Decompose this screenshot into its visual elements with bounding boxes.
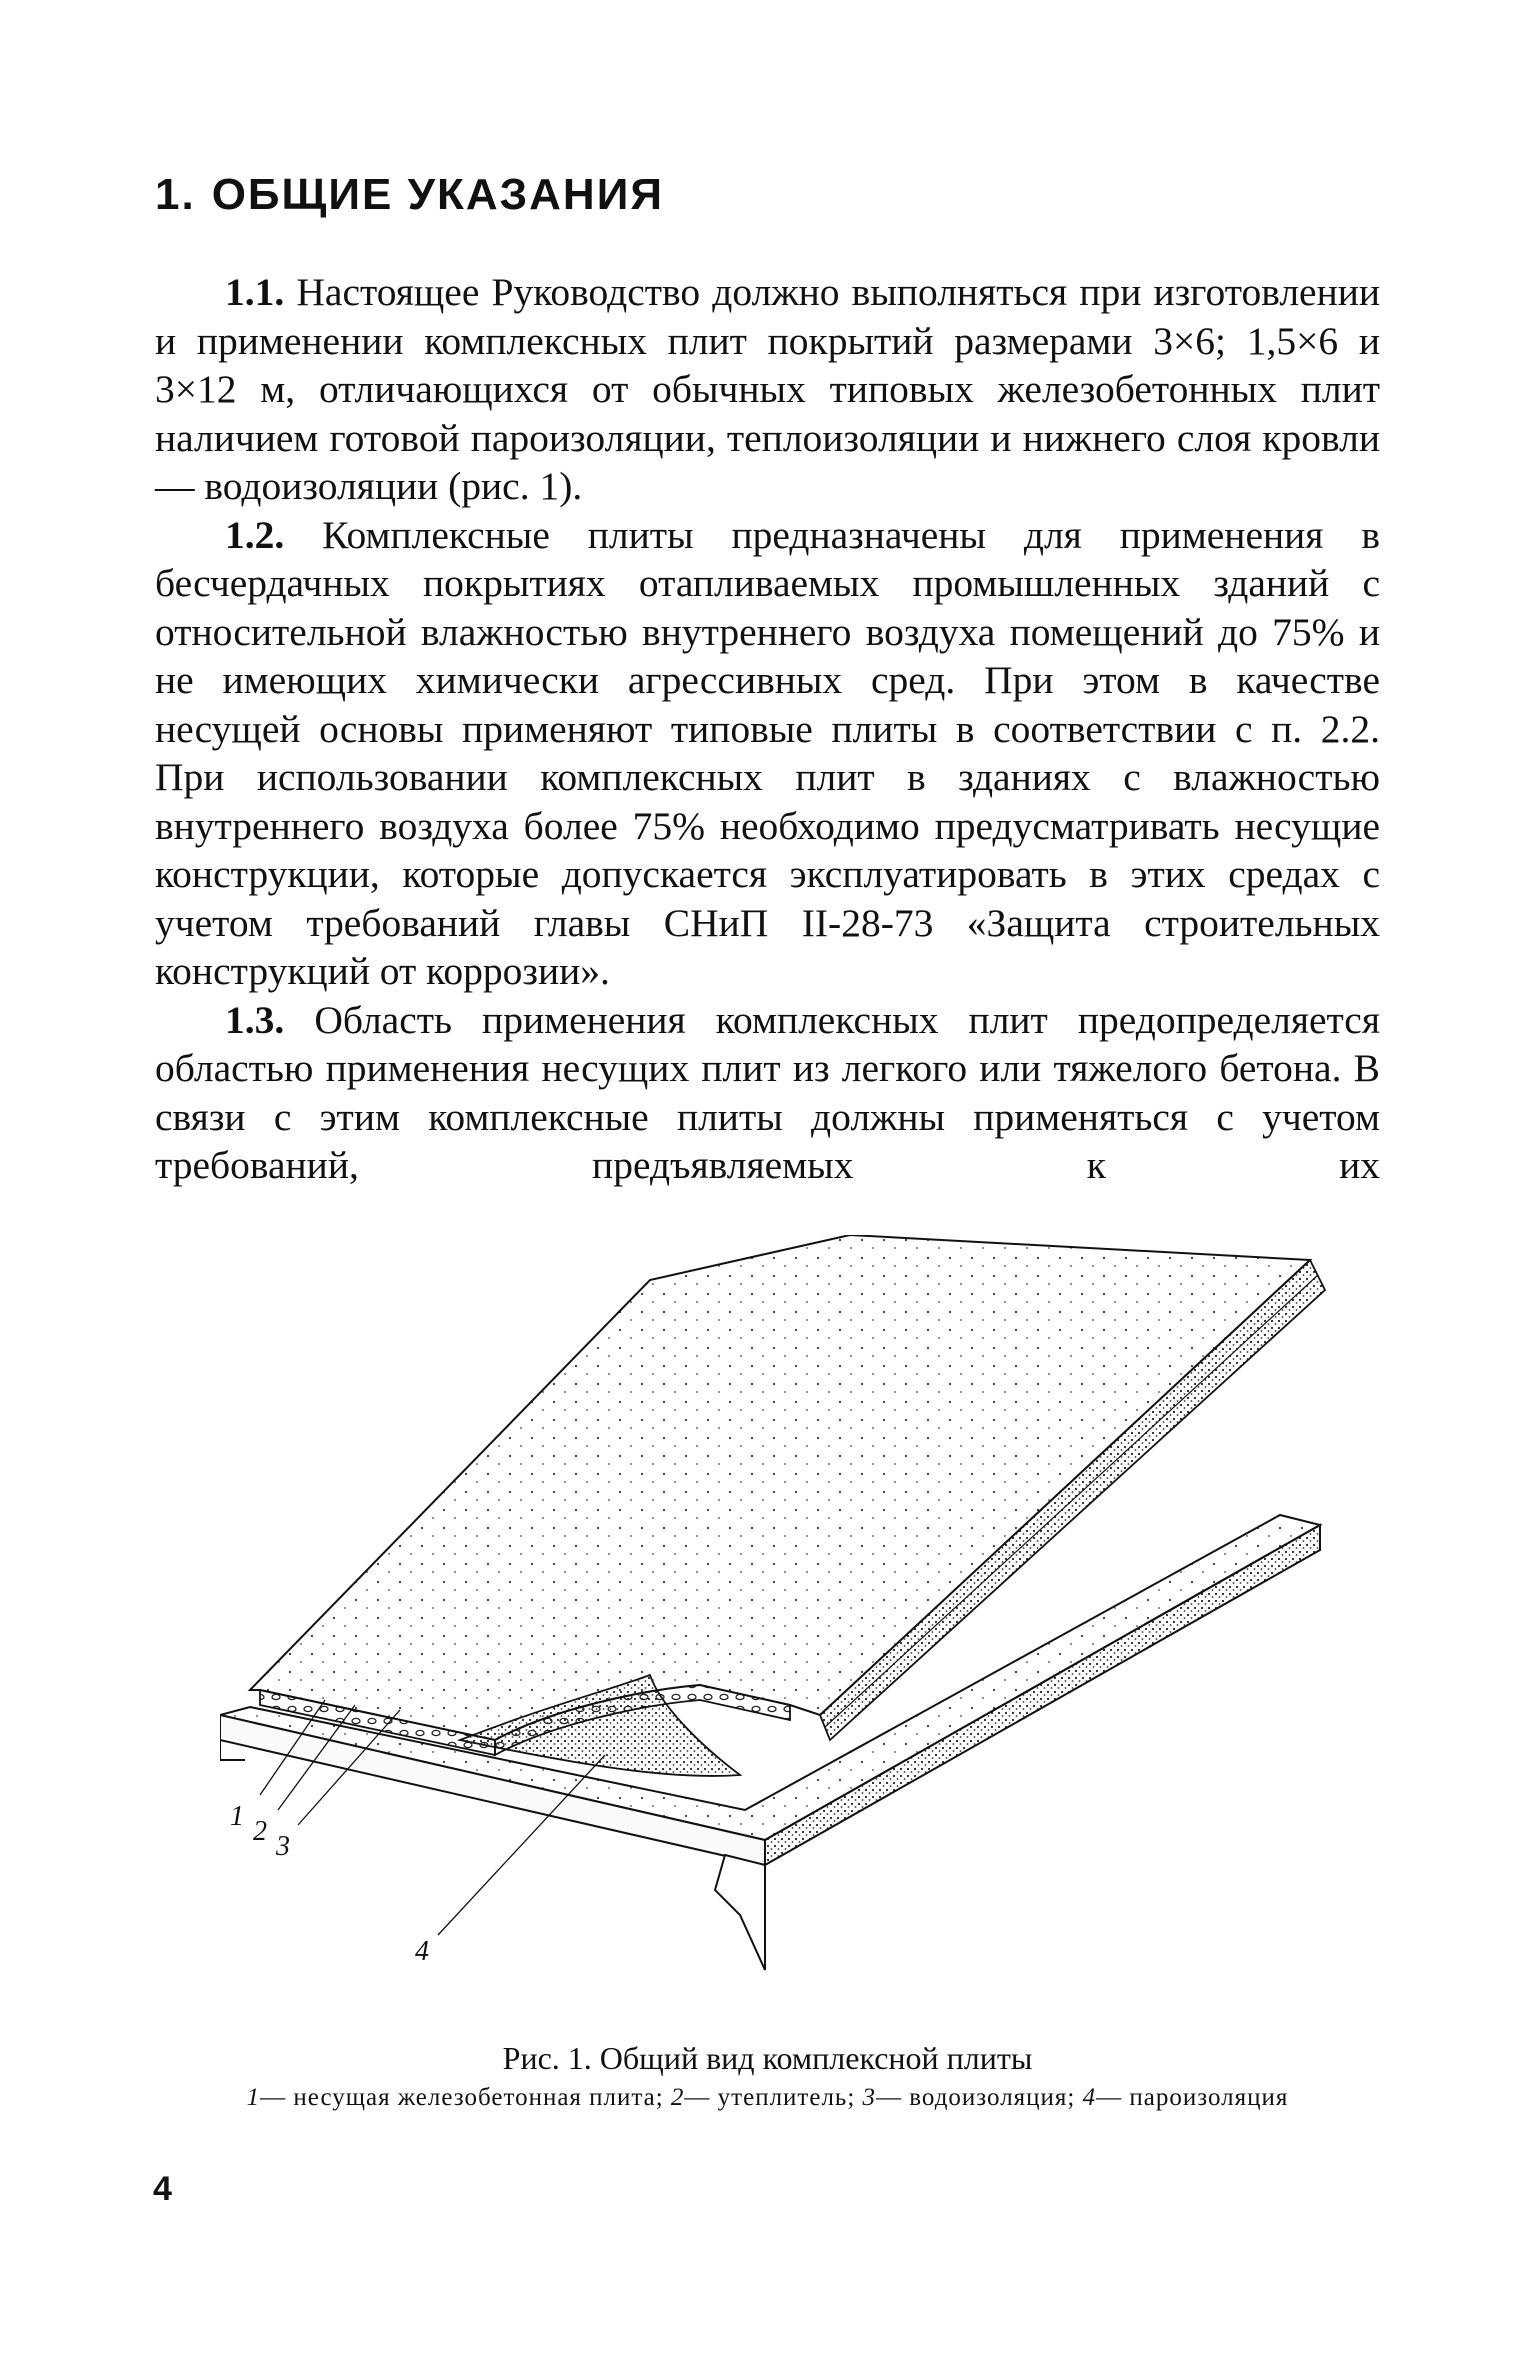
figure-label-2: 2	[253, 1816, 267, 1847]
bearing-slab-rib	[715, 1855, 765, 1970]
paragraph-text: Настоящее Руководство должно выполняться при изготовлении и применении комплексных плит покрытий размерами 3×6; 1,5×6 и 3×12 м, отличающихся от обычных типовых железобетонных плит наличием готовой пароизоляции, теплоизоляции и нижнего слоя кровли — водоизоляции (рис. 1).	[155, 270, 1380, 508]
section-number: 1.	[155, 170, 196, 219]
paragraph-number: 1.2.	[225, 512, 285, 557]
section-title-text: ОБЩИЕ УКАЗАНИЯ	[211, 170, 664, 219]
paragraph-1-1	[155, 268, 1380, 511]
paragraph-number: 1.1.	[225, 270, 285, 314]
legend-num-2: 2	[670, 2084, 685, 2111]
legend-text-1: — несущая железобетонная плита;	[260, 2084, 664, 2111]
page-number: 4	[153, 2170, 172, 2208]
paragraph-1-3	[155, 996, 1380, 1190]
body-text	[155, 268, 1380, 1190]
slab-drawing	[220, 1235, 1350, 2035]
section-title	[155, 170, 664, 220]
paragraph-1-2	[155, 511, 1380, 996]
legend-text-4: — пароизоляция	[1096, 2084, 1289, 2111]
caption-legend	[150, 2082, 1385, 2113]
figure-label-1: 1	[230, 1801, 244, 1832]
paragraph-text: Комплексные плиты предназначены для применения в бесчердачных покрытиях отапливаемых промышленных зданий с относительной влажностью внутреннего воздуха помещений до 75% и не имеющих химически агрессивных сред. При этом в качестве несущей основы применяют типовые плиты в соответствии с п. 2.2. При использовании комплексных плит в зданиях с влажностью внутреннего воздуха более 75% необходимо предусматривать несущие конструкции, которые допускается эксплуатировать в этих средах с учетом требований главы СНиП II-28-73 «Защита строительных конструкций от коррозии».	[155, 512, 1380, 993]
legend-num-1: 1	[246, 2084, 261, 2111]
figure-label-4: 4	[415, 1936, 429, 1967]
caption-title: Рис. 1. Общий вид комплексной плиты	[502, 2040, 1033, 2076]
legend-num-3: 3	[862, 2084, 877, 2111]
paragraph-number: 1.3.	[225, 997, 285, 1042]
waterproofing-top-face	[250, 1235, 1310, 1740]
figure-caption	[150, 2038, 1385, 2113]
figure-slab-illustration	[220, 1235, 1350, 2035]
legend-text-3: — водоизоляция;	[876, 2084, 1076, 2111]
legend-text-2: — утеплитель;	[684, 2084, 856, 2111]
figure-label-3: 3	[276, 1831, 290, 1862]
paragraph-text: Область применения комплексных плит предопределяется областью применения несущих плит из легкого или тяжелого бетона. В связи с этим комплексные плиты должны применяться с учетом требований, предъявляемых к их	[155, 997, 1380, 1187]
legend-num-4: 4	[1082, 2084, 1097, 2111]
